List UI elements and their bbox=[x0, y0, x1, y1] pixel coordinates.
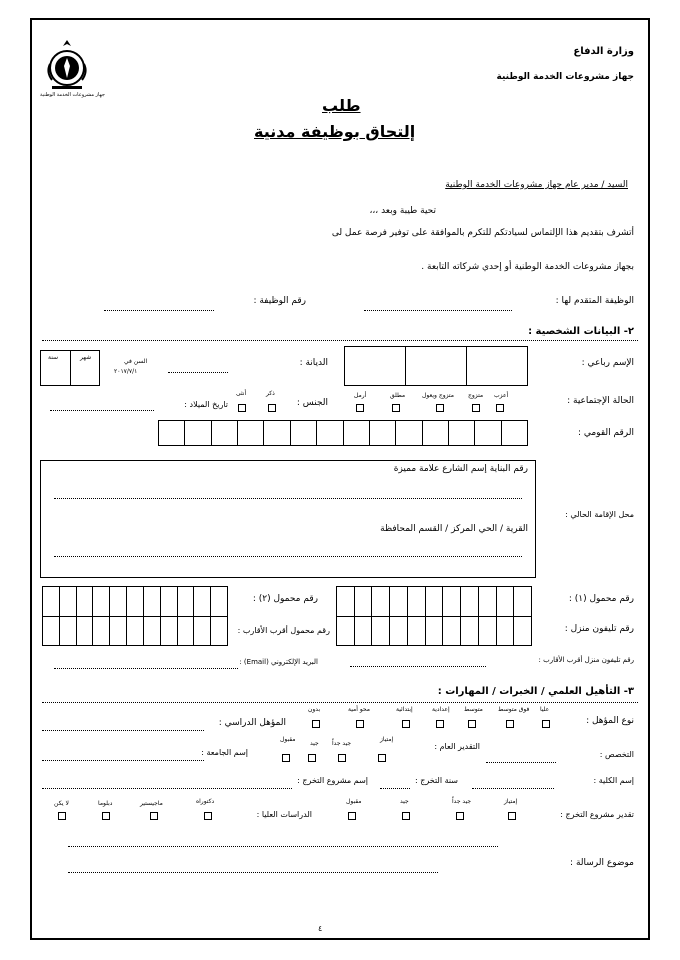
university-label: إسم الجامعة : bbox=[201, 748, 248, 757]
qual-option-4: إبتدائية bbox=[396, 706, 413, 713]
ministry-name: وزارة الدفاع bbox=[573, 46, 634, 57]
project-grade-option-3: مقبول bbox=[346, 798, 362, 805]
postgrad-checkbox-1[interactable] bbox=[150, 812, 158, 820]
mobile1-divider bbox=[336, 616, 532, 617]
postgrad-checkbox-0[interactable] bbox=[204, 812, 212, 820]
logo-caption: جهاز مشروعات الخدمة الوطنية bbox=[40, 92, 105, 98]
marital-option-1: متزوج bbox=[468, 392, 484, 399]
grade-option-0: إمتياز bbox=[380, 736, 394, 743]
addressee: السيد / مدير عام جهاز مشروعات الخدمة الوطنية bbox=[445, 180, 628, 190]
relative-mobile-label: رقم محمول أقرب الأقارب : bbox=[237, 626, 330, 635]
name-label: الإسم رباعي : bbox=[581, 358, 634, 368]
section2-rule bbox=[42, 340, 638, 341]
grade-checkbox-2[interactable] bbox=[308, 754, 316, 762]
qual-checkbox-4[interactable] bbox=[402, 720, 410, 728]
year-label: سنة bbox=[48, 354, 59, 361]
project-grade-option-0: إمتياز bbox=[504, 798, 518, 805]
postgrad-option-3: لا يكن bbox=[54, 800, 69, 807]
religion-label: الديانة : bbox=[299, 358, 328, 368]
marital-option-2: متزوج ويعول bbox=[422, 392, 454, 399]
qual-option-1: فوق متوسط bbox=[498, 706, 530, 713]
form-page bbox=[30, 18, 650, 940]
letter-body-2: بجهاز مشروعات الخدمة الوطنية أو إحدي شركاته التابعة . bbox=[421, 262, 634, 272]
postgrad-checkbox-3[interactable] bbox=[58, 812, 66, 820]
qual-option-6: بدون bbox=[308, 706, 321, 713]
section2-title: ٢- البيانات الشخصية : bbox=[528, 326, 634, 337]
project-grade-option-2: جيد bbox=[400, 798, 409, 805]
project-grade-checkbox-2[interactable] bbox=[402, 812, 410, 820]
qual-option-3: إعدادية bbox=[432, 706, 450, 713]
college-label: إسم الكلية : bbox=[593, 776, 634, 785]
residence-label: محل الإقامة الحالي : bbox=[565, 510, 634, 519]
qual-checkbox-1[interactable] bbox=[506, 720, 514, 728]
national-id-label: الرقم القومي : bbox=[577, 428, 634, 438]
gender-checkbox-0[interactable] bbox=[268, 404, 276, 412]
emblem-logo bbox=[40, 36, 105, 100]
specialty-label: التخصص : bbox=[599, 750, 634, 759]
address-field-1[interactable] bbox=[54, 498, 522, 499]
age-date: ٢٠١٧/٧/١ bbox=[114, 368, 138, 375]
month-label: شهر bbox=[80, 354, 92, 361]
address-line2: القرية / الحي المركز / القسم المحافظة bbox=[380, 524, 528, 534]
qual-checkbox-0[interactable] bbox=[542, 720, 550, 728]
project-grade-checkbox-0[interactable] bbox=[508, 812, 516, 820]
qual-checkbox-5[interactable] bbox=[356, 720, 364, 728]
project-name-label: إسم مشروع التخرج : bbox=[297, 776, 368, 785]
email-label: البريد الإلكتروني (Email) : bbox=[239, 658, 318, 666]
name-boxes[interactable] bbox=[344, 346, 528, 386]
grad-year-label: سنة التخرج : bbox=[414, 776, 458, 785]
title-line2: إلتحاق بوظيفة مدنية bbox=[254, 122, 416, 141]
relative-home-field[interactable] bbox=[350, 666, 486, 667]
marital-checkbox-3[interactable] bbox=[392, 404, 400, 412]
mobile1-label: رقم محمول (١) : bbox=[568, 594, 634, 604]
postgrad-option-2: دبلوما bbox=[98, 800, 113, 807]
home-phone-label: رقم تليفون منزل : bbox=[564, 624, 634, 634]
gender-option-0: ذكر bbox=[266, 390, 275, 397]
email-field[interactable] bbox=[54, 668, 238, 669]
postgrad-label: الدراسات العليا : bbox=[256, 810, 312, 819]
marital-checkbox-1[interactable] bbox=[472, 404, 480, 412]
study-field[interactable] bbox=[42, 730, 204, 731]
address-field-2[interactable] bbox=[54, 556, 522, 557]
grade-label: التقدير العام : bbox=[434, 742, 480, 751]
qual-option-5: محو أمية bbox=[348, 706, 371, 713]
postgrad-option-1: ماجيستير bbox=[140, 800, 163, 807]
gender-option-1: أنثى bbox=[236, 390, 247, 397]
qual-checkbox-3[interactable] bbox=[436, 720, 444, 728]
section3-title: ٣- التأهيل العلمي / الخبرات / المهارات : bbox=[437, 686, 634, 697]
marital-option-0: أعزب bbox=[494, 392, 509, 399]
grade-option-2: جيد bbox=[310, 740, 319, 747]
marital-checkbox-4[interactable] bbox=[356, 404, 364, 412]
grade-option-3: مقبول bbox=[280, 736, 296, 743]
project-grade-checkbox-1[interactable] bbox=[456, 812, 464, 820]
religion-field[interactable] bbox=[168, 372, 228, 373]
project-grade-checkbox-3[interactable] bbox=[348, 812, 356, 820]
marital-option-3: مطلق bbox=[390, 392, 406, 399]
agency-name: جهاز مشروعات الخدمة الوطنية bbox=[496, 72, 634, 82]
postgrad-checkbox-2[interactable] bbox=[102, 812, 110, 820]
postgrad-option-0: دكتوراه bbox=[196, 798, 215, 805]
job-number-label: رقم الوظيفة : bbox=[253, 296, 306, 306]
letter-body-1: أتشرف بتقديم هذا الإلتماس لسيادتكم للتكرم بالموافقة على توفير فرصة عمل لى bbox=[331, 228, 634, 238]
title-line1: طلب bbox=[322, 96, 361, 115]
qual-option-0: عليا bbox=[540, 706, 550, 713]
mobile2-divider bbox=[42, 616, 228, 617]
qual-checkbox-6[interactable] bbox=[312, 720, 320, 728]
project-name-field[interactable] bbox=[42, 788, 292, 789]
mobile2-label: رقم محمول (٢) : bbox=[252, 594, 318, 604]
age-label: السن في bbox=[124, 358, 148, 365]
marital-option-4: أرمل bbox=[354, 392, 367, 399]
university-field[interactable] bbox=[42, 760, 204, 761]
project-grade-option-1: جيد جداً bbox=[452, 798, 472, 805]
study-label: المؤهل الدراسي : bbox=[218, 718, 286, 728]
birth-label: تاريخ الميلاد : bbox=[184, 400, 228, 409]
relative-home-label: رقم تليفون منزل أقرب الأقارب : bbox=[538, 656, 634, 664]
qual-option-2: متوسط bbox=[464, 706, 483, 713]
residence-box[interactable] bbox=[40, 460, 536, 578]
gender-checkbox-1[interactable] bbox=[238, 404, 246, 412]
address-line1: رقم البناية إسم الشارع علامة مميزة bbox=[393, 464, 528, 474]
grade-checkbox-3[interactable] bbox=[282, 754, 290, 762]
page-number: ٤ bbox=[318, 924, 323, 933]
grade-checkbox-0[interactable] bbox=[378, 754, 386, 762]
marital-label: الحالة الإجتماعية : bbox=[567, 396, 634, 406]
marital-checkbox-0[interactable] bbox=[496, 404, 504, 412]
birth-field[interactable] bbox=[50, 410, 154, 411]
thesis-field-1[interactable] bbox=[68, 846, 498, 847]
section3-rule bbox=[42, 702, 638, 703]
qual-checkbox-2[interactable] bbox=[468, 720, 476, 728]
marital-checkbox-2[interactable] bbox=[436, 404, 444, 412]
qual-type-label: نوع المؤهل : bbox=[586, 716, 634, 726]
specialty-field[interactable] bbox=[486, 762, 556, 763]
job-applied-field[interactable] bbox=[364, 310, 512, 311]
grade-option-1: جيد جداً bbox=[332, 740, 352, 747]
gender-label: الجنس : bbox=[296, 398, 328, 408]
job-applied-label: الوظيفة المتقدم لها : bbox=[555, 296, 634, 306]
grad-year-field[interactable] bbox=[380, 788, 410, 789]
project-grade-label: تقدير مشروع التخرج : bbox=[560, 810, 634, 819]
thesis-label: موضوع الرسالة : bbox=[570, 858, 634, 868]
national-id-boxes[interactable] bbox=[158, 420, 528, 446]
job-number-field[interactable] bbox=[104, 310, 214, 311]
greeting: تحية طيبة وبعد ،،، bbox=[369, 206, 436, 216]
grade-checkbox-1[interactable] bbox=[338, 754, 346, 762]
thesis-field-2[interactable] bbox=[68, 872, 438, 873]
college-field[interactable] bbox=[472, 788, 554, 789]
